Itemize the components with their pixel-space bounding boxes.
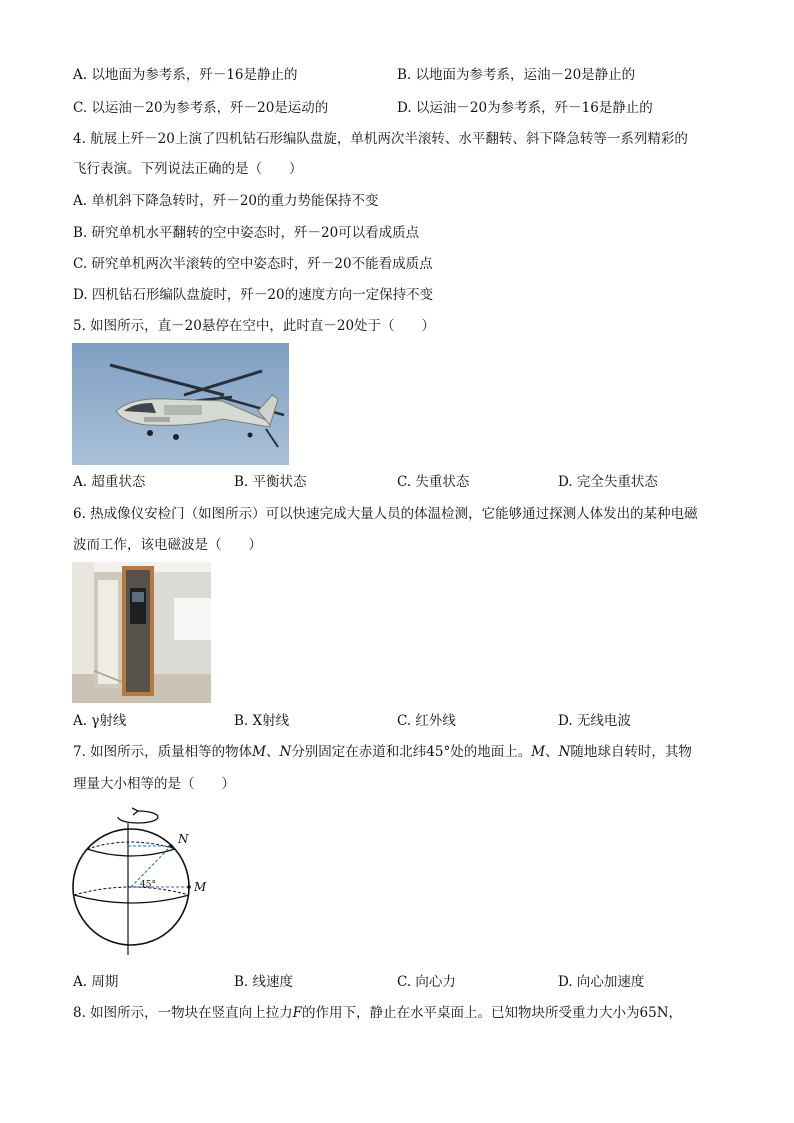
q5-option-a: A. 超重状态 xyxy=(73,474,146,490)
q7-stem-line2: 理量大小相等的是（ ） xyxy=(73,776,235,792)
q5-stem: 5. 如图所示，直－20悬停在空中，此时直－20处于（ ） xyxy=(73,318,436,334)
thermal-gate-photo xyxy=(72,562,211,703)
angle-label: 45° xyxy=(140,880,156,890)
q7-var-m2: M xyxy=(531,744,546,760)
q6-stem-line1: 6. 热成像仪安检门（如图所示）可以快速完成大量人员的体温检测，它能够通过探测人体发出的某种电磁 xyxy=(73,506,698,522)
q8-stem xyxy=(73,1004,682,1022)
q5-option-b: B. 平衡状态 xyxy=(234,474,307,490)
earth-diagram xyxy=(70,805,220,965)
q7-stem-text-a: 7. 如图所示，质量相等的物体 xyxy=(73,744,253,760)
q8-var-f: F xyxy=(292,1005,303,1021)
q6-option-d: D. 无线电波 xyxy=(558,713,631,729)
q7-option-a: A. 周期 xyxy=(73,974,119,990)
q3-option-c: C. 以运油－20为参考系，歼－20是运动的 xyxy=(73,100,329,116)
q7-stem-text-b: 分别固定在赤道和北纬45°处的地面上。 xyxy=(291,744,532,760)
q4-option-b: B. 研究单机水平翻转的空中姿态时，歼－20可以看成质点 xyxy=(73,225,420,241)
q6-option-b: B. X射线 xyxy=(234,713,290,729)
q7-sep2: 、 xyxy=(545,744,559,760)
q8-stem-a: 8. 如图所示，一物块在竖直向上拉力 xyxy=(73,1005,293,1021)
q5-option-d: D. 完全失重状态 xyxy=(558,474,658,490)
q7-var-n2: N xyxy=(558,744,571,760)
q3-option-d: D. 以运油－20为参考系，歼－16是静止的 xyxy=(397,100,653,116)
q8-stem-b: 的作用下，静止在水平桌面上。已知物块所受重力大小为65N， xyxy=(302,1005,683,1021)
q7-option-d: D. 向心加速度 xyxy=(558,974,645,990)
q5-option-c: C. 失重状态 xyxy=(397,474,470,490)
helicopter-photo xyxy=(72,343,289,465)
q7-option-c: C. 向心力 xyxy=(397,974,456,990)
q6-option-c: C. 红外线 xyxy=(397,713,456,729)
q4-option-c: C. 研究单机两次半滚转的空中姿态时，歼－20不能看成质点 xyxy=(73,256,433,272)
q4-stem-line2: 飞行表演。下列说法正确的是（ ） xyxy=(73,161,303,177)
label-n: N xyxy=(178,832,189,846)
q4-option-a: A. 单机斜下降急转时，歼－20的重力势能保持不变 xyxy=(73,193,379,209)
q4-option-d: D. 四机钻石形编队盘旋时，歼－20的速度方向一定保持不变 xyxy=(73,287,434,303)
q7-var-m: M xyxy=(252,744,266,760)
q3-option-a: A. 以地面为参考系，歼－16是静止的 xyxy=(73,67,298,83)
q6-option-a: A. γ射线 xyxy=(73,713,127,729)
q7-stem-line1 xyxy=(73,743,692,761)
q7-option-b: B. 线速度 xyxy=(234,974,294,990)
q4-stem-line1: 4. 航展上歼－20上演了四机钻石形编队盘旋，单机两次半滚转、水平翻转、斜下降急转等一系列精彩的 xyxy=(73,131,688,147)
q7-var-n: N xyxy=(279,744,292,760)
label-m: M xyxy=(194,880,207,894)
q3-option-b: B. 以地面为参考系，运油－20是静止的 xyxy=(397,67,636,83)
q7-sep: 、 xyxy=(266,744,280,760)
q6-stem-line2: 波而工作，该电磁波是（ ） xyxy=(73,537,262,553)
q7-stem-text-c: 随地球自转时，其物 xyxy=(570,744,692,760)
